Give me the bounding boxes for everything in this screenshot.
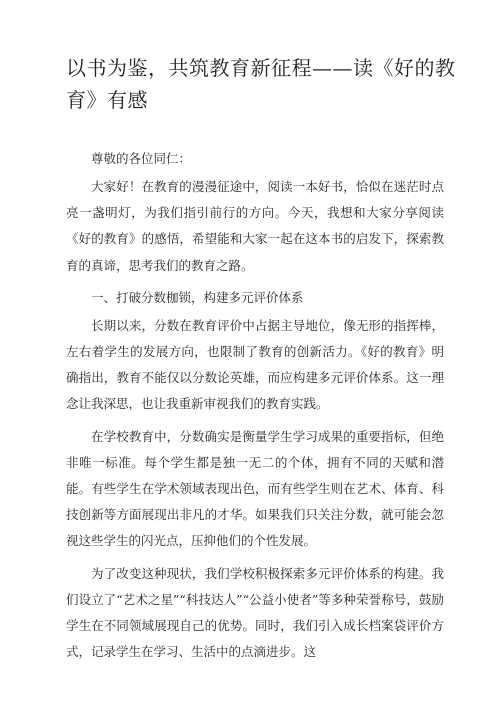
intro-paragraph: 大家好！在教育的漫漫征途中，阅读一本好书，恰似在迷茫时点亮一盏明灯，为我们指引前行的方向。今天，我想和大家分享阅读《好的教育》的感悟，希望能和大家一起在这本书的启发下，探索教育的真谛，思考我们的教育之路。 — [66, 179, 444, 273]
section-paragraph-1: 长期以来，分数在教育评价中占据主导地位，像无形的指挥棒，左右着学生的发展方向，也限制了教育的创新活力。《好的教育》明确指出，教育不能仅以分数论英雄，而应构建多元评价体系。这一理念让我深思，也让我重新审视我们的教育实践。 — [66, 317, 444, 412]
document-title: 以书为鉴，共筑教育新征程——读《好的教育》有感 — [66, 56, 456, 112]
section-paragraph-2: 在学校教育中，分数确实是衡量学生学习成果的重要指标，但绝非唯一标准。每个学生都是独一无二的个体，拥有不同的天赋和潜能。有些学生在学术领域表现出色，而有些学生则在艺术、体育、科技创新等方面展现出非凡的才华。如果我们只关注分数，就可能会忽视这些学生的闪光点，压抑他们的个性发展。 — [66, 428, 444, 549]
document-body — [66, 146, 444, 671]
section-heading: 一、打破分数枷锁，构建多元评价体系 — [91, 289, 304, 305]
section-paragraph-3: 为了改变这种现状，我们学校积极探索多元评价体系的构建。我们设立了“艺术之星”“科技达人”“公益小使者”等多种荣誉称号，鼓励学生在不同领域展现自己的优势。同时，我们引入成长档案袋评价方式，记录学生在学习、生活中的点滴进步。这 — [66, 565, 444, 660]
greeting-line: 尊敬的各位同仁： — [91, 151, 192, 166]
